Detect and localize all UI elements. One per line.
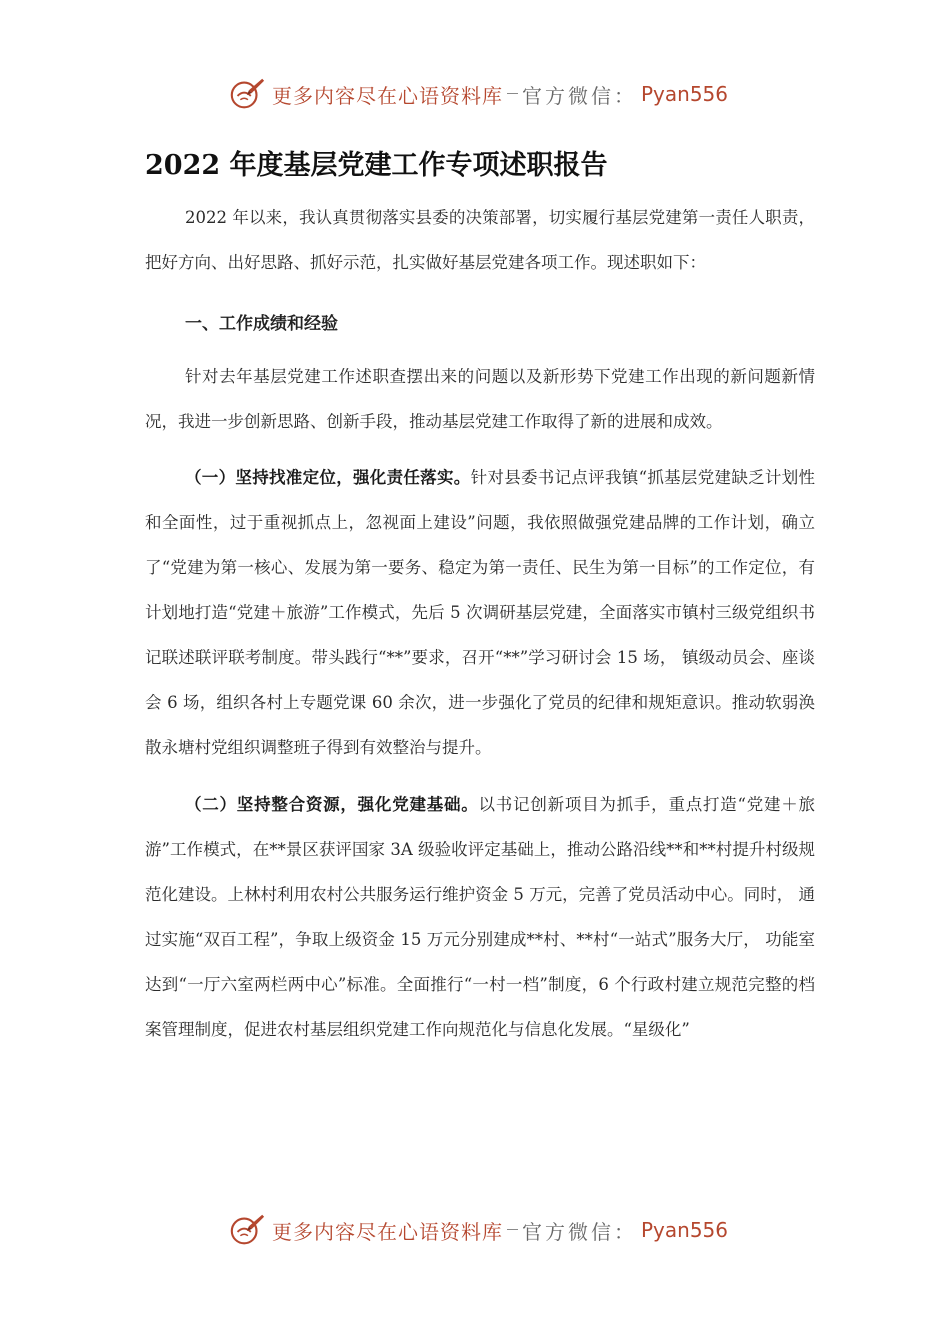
section-heading: 一、工作成绩和经验 (185, 314, 338, 334)
banner-brand-text: 更多内容尽在心语资料库 (272, 83, 503, 108)
intro-paragraph: 2022 年以来，我认真贯彻落实县委的决策部署，切实履行基层党建第一责任人职责，把好方向、出好思路、抓好示范，扎实做好基层党建各项工作。现述职如下： (145, 208, 815, 272)
banner-brand-text: 更多内容尽在心语资料库 (272, 1219, 503, 1244)
item2-paragraph (145, 782, 815, 1052)
banner-dash (507, 1229, 518, 1230)
item1-body: 针对县委书记点评我镇“抓基层党建缺乏计划性和全面性，过于重视抓点上，忽视面上建设”问题，我依照做强党建品牌的工作计划，确立了“党建为第一核心、发展为第一要务、稳定为第一责任、民生为第一目标”的工作定位，有计划地打造“党建＋旅游”工作模式，先后 5 次调研基层党建，全面落实市镇村三级党组织书记联述联评联考制度。带头践行“**”要求，召开“**”学习研讨会 15 场， 镇级动员会、座谈会 6 场，组织各村上专题党课 60 余次，进一步强化了党员的纪律和规矩意识。推动软弱涣散永塘村党组织调整班子得到有效整治与提升。 (145, 468, 816, 757)
banner-dash (507, 93, 518, 94)
banner-wechat-label: 官方微信： (521, 83, 637, 108)
banner-wechat-handle: Pyan556 (640, 82, 728, 106)
item1-paragraph (145, 455, 815, 770)
footer-banner (228, 1210, 728, 1250)
banner-wechat-label: 官方微信： (521, 1219, 637, 1244)
section-intro-paragraph: 针对去年基层党建工作述职查摆出来的问题以及新形势下党建工作出现的新问题新情况，我进一步创新思路、创新手段，推动基层党建工作取得了新的进展和成效。 (145, 367, 815, 431)
pen-logo-icon (228, 75, 266, 113)
pen-logo-icon (228, 1211, 266, 1249)
item2-body: 以书记创新项目为抓手，重点打造“党建＋旅游”工作模式，在**景区获评国家 3A 级验收评定基础上，推动公路沿线**和**村提升村级规范化建设。上林村利用农村公共服务运行维护资金 5 万元，完善了党员活动中心。同时， 通过实施“双百工程”，争取上级资金 15 万元分别建成**村、**村“一站式”服务大厅， 功能室达到“一厅六室两栏两中心”标准。全面推行“一村一档”制度，6 个行政村建立规范完整的档案管理制度，促进农村基层组织党建工作向规范化与信息化发展。“星级化” (145, 795, 815, 1039)
document-title: 2022 年度基层党建工作专项述职报告 (145, 150, 608, 181)
banner-wechat-handle: Pyan556 (640, 1218, 728, 1242)
item2-lead: （二）坚持整合资源，强化党建基础。 (185, 795, 479, 814)
header-banner (228, 74, 728, 114)
item1-lead: （一）坚持找准定位，强化责任落实。 (185, 468, 471, 487)
